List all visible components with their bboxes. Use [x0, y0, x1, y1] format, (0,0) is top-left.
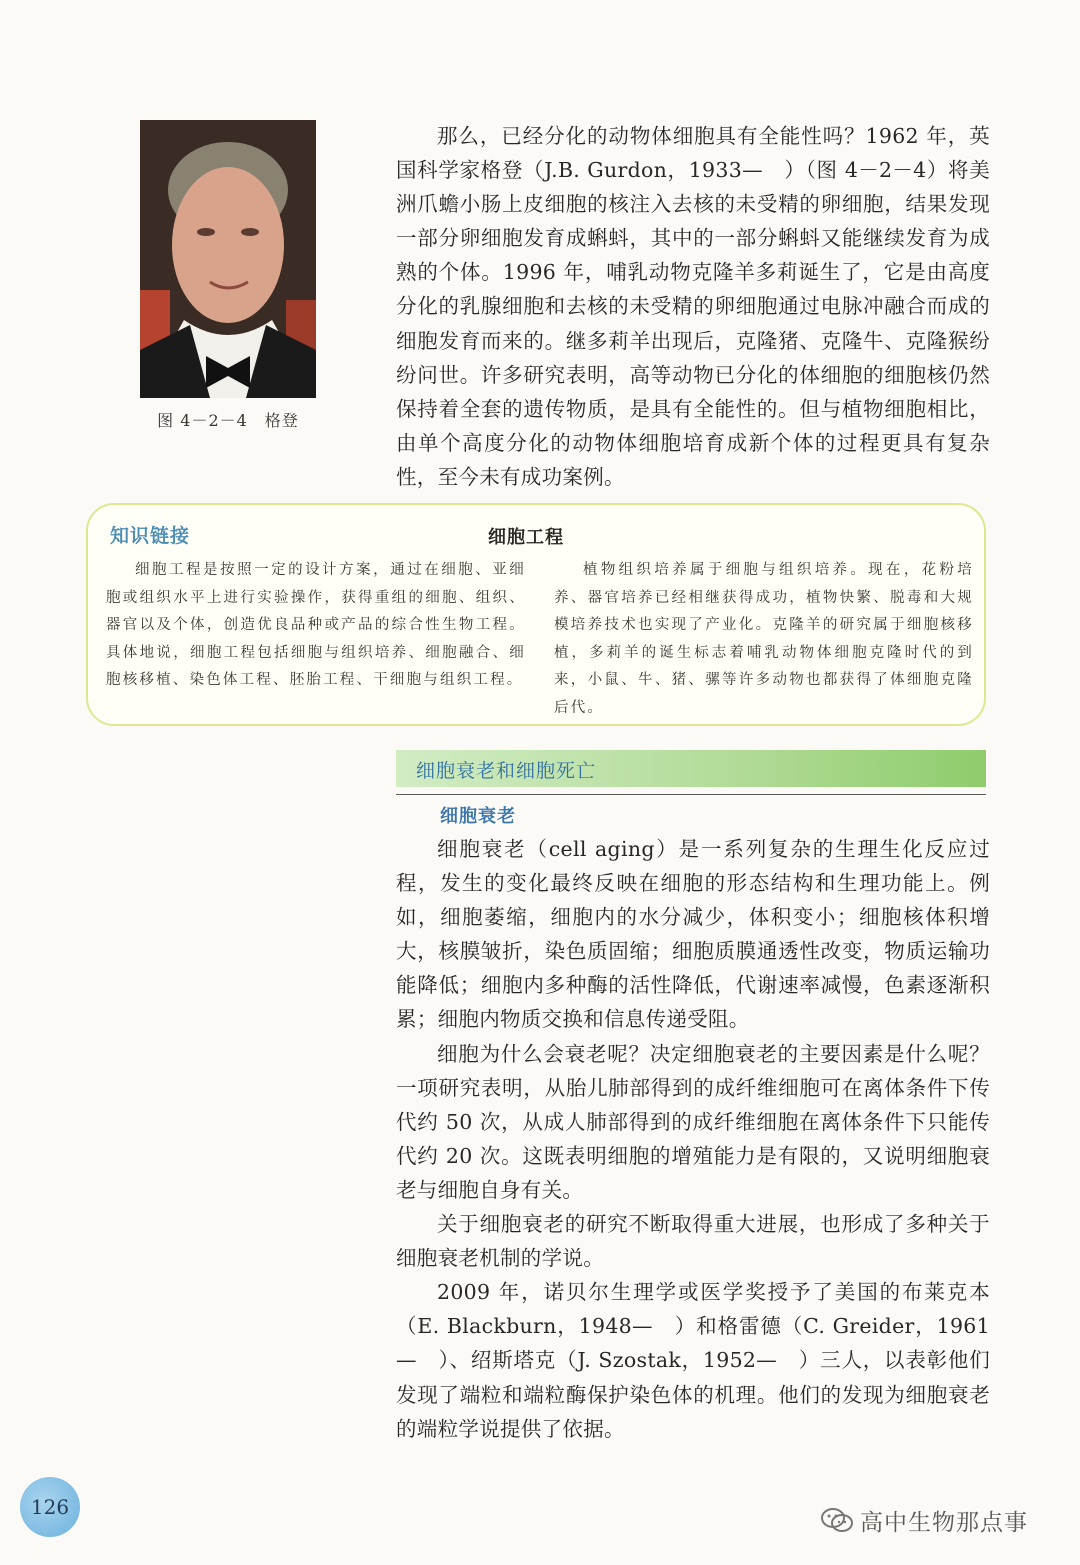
watermark: [820, 1502, 1028, 1538]
section-paragraph: 2009 年，诺贝尔生理学或医学奖授予了美国的布莱克本（E. Blackburn，1948— ）和格雷德（C. Greider，1961— ）、绍斯塔克（J. Szostak，1952— ）三人，以表彰他们发现了端粒和端粒酶保护染色体的机理。他们的发现为细胞衰老的端粒学说提供了依据。: [396, 1280, 990, 1441]
section-divider: [396, 794, 986, 795]
knowledge-right-column: 植物组织培养属于细胞与组织培养。现在，花粉培养、器官培养已经相继获得成功，植物快繁、脱毒和大规模培养技术也实现了产业化。克隆羊的研究属于细胞核移植，多莉羊的诞生标志着哺乳动物体细胞克隆时代的到来，小鼠、牛、猪、骡等许多动物也都获得了体细胞克隆后代。: [554, 562, 974, 716]
page-number: 126: [20, 1477, 80, 1537]
intro-text: [396, 119, 990, 494]
section-paragraph: 细胞为什么会衰老呢？决定细胞衰老的主要因素是什么呢？一项研究表明，从胎儿肺部得到的成纤维细胞可在离体条件下传代约 50 次，从成人肺部得到的成纤维细胞在离体条件下只能传代约 20 次。这既表明细胞的增殖能力是有限的，又说明细胞衰老与细胞自身有关。: [396, 1041, 990, 1202]
knowledge-link-box: [86, 503, 986, 726]
section-paragraph: 细胞衰老（cell aging）是一系列复杂的生理生化反应过程，发生的变化最终反映在细胞的形态结构和生理功能上。例如，细胞萎缩，细胞内的水分减少，体积变小；细胞核体积增大，核膜皱折，染色质固缩；细胞质膜通透性改变，物质运输功能降低；细胞内多种酶的活性降低，代谢速率减慢，色素逐渐积累；细胞内物质交换和信息传递受阻。: [396, 837, 990, 1032]
portrait-photo: [140, 120, 316, 398]
section-paragraph: 关于细胞衰老的研究不断取得重大进展，也形成了多种关于细胞衰老机制的学说。: [396, 1212, 990, 1271]
subheading: 细胞衰老: [440, 806, 516, 827]
figure-caption: 图 4－2－4 格登: [157, 411, 299, 430]
knowledge-link-label: 知识链接: [110, 525, 191, 547]
knowledge-link-title: 细胞工程: [488, 527, 564, 548]
section-title: 细胞衰老和细胞死亡: [416, 760, 597, 782]
section-header: [396, 750, 986, 787]
section-text: [396, 832, 990, 1446]
wechat-icon: [820, 1506, 854, 1534]
intro-paragraph: 那么，已经分化的动物体细胞具有全能性吗？1962 年，英国科学家格登（J.B. Gurdon，1933— ）（图 4－2－4）将美洲爪蟾小肠上皮细胞的核注入去核的未受精的卵细胞，结果发现一部分卵细胞发育成蝌蚪，其中的一部分蝌蚪又能继续发育为成熟的个体。1996 年，哺乳动物克隆羊多莉诞生了，它是由高度分化的乳腺细胞和去核的未受精的卵细胞通过电脉冲融合而成的细胞发育而来的。继多莉羊出现后，克隆猪、克隆牛、克隆猴纷纷问世。许多研究表明，高等动物已分化的体细胞的细胞核仍然保持着全套的遗传物质，是具有全能性的。但与植物细胞相比，由单个高度分化的动物体细胞培育成新个体的过程更具有复杂性，至今未有成功案例。: [396, 124, 990, 489]
watermark-text: 高中生物那点事: [860, 1509, 1028, 1536]
knowledge-left-column: 细胞工程是按照一定的设计方案，通过在细胞、亚细胞或组织水平上进行实验操作，获得重组的细胞、组织、器官以及个体，创造优良品种或产品的综合性生物工程。具体地说，细胞工程包括细胞与组织培养、细胞融合、细胞核移植、染色体工程、胚胎工程、干细胞与组织工程。: [106, 562, 526, 688]
